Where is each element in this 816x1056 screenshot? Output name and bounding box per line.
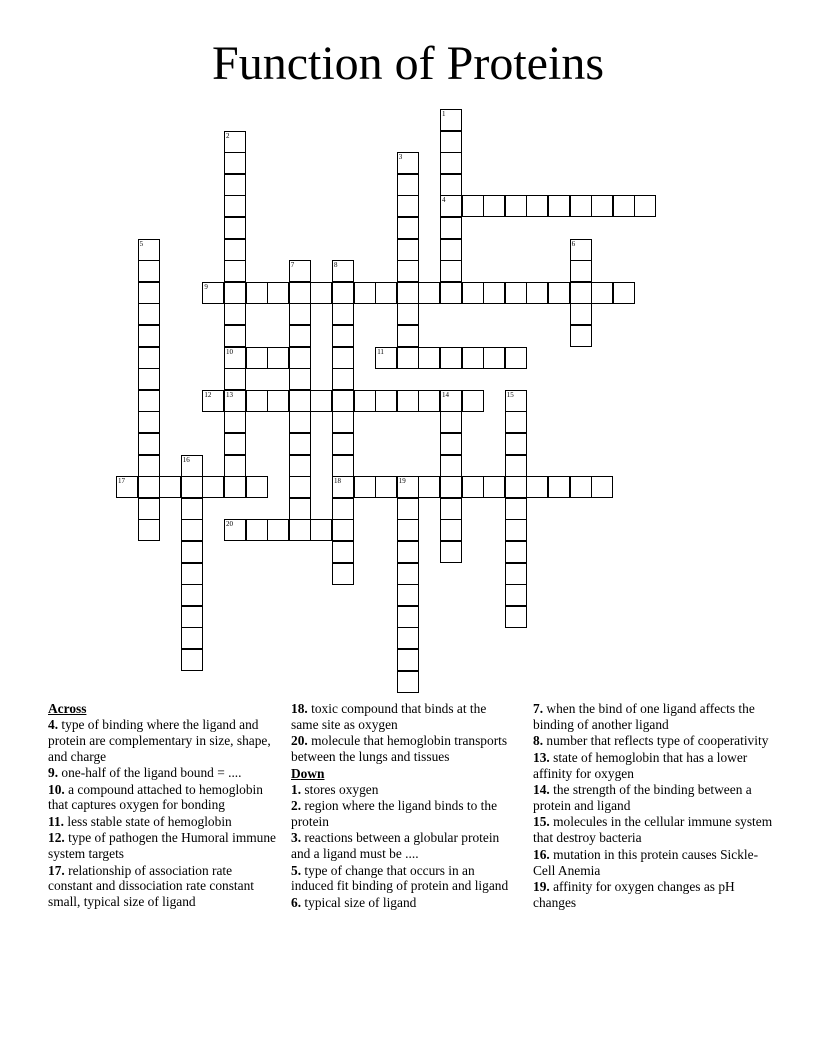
across-clue-10: 10. a compound attached to hemoglobin that captures oxygen for bonding <box>48 781 263 813</box>
grid-cell[interactable] <box>483 195 505 217</box>
grid-cell[interactable] <box>548 476 570 498</box>
grid-cell[interactable] <box>332 498 354 520</box>
grid-cell[interactable] <box>505 411 527 433</box>
grid-cell[interactable] <box>224 325 246 347</box>
grid-cell[interactable] <box>332 541 354 563</box>
grid-cell[interactable] <box>181 519 203 541</box>
grid-cell[interactable] <box>570 260 592 282</box>
grid-cell[interactable] <box>397 519 419 541</box>
cell-number: 8 <box>334 261 338 270</box>
cell-number: 3 <box>398 153 403 162</box>
grid-cell[interactable] <box>440 455 462 477</box>
grid-cell[interactable] <box>202 476 224 498</box>
grid-cell[interactable] <box>440 476 462 498</box>
grid-cell[interactable] <box>397 217 419 239</box>
grid-cell[interactable] <box>202 282 224 304</box>
grid-cell[interactable] <box>138 498 160 520</box>
grid-cell[interactable] <box>138 411 160 433</box>
grid-cell[interactable] <box>138 239 160 261</box>
grid-cell[interactable] <box>440 498 462 520</box>
grid-cell[interactable] <box>224 368 246 390</box>
grid-cell[interactable] <box>440 260 462 282</box>
grid-cell[interactable] <box>224 174 246 196</box>
grid-cell[interactable] <box>505 519 527 541</box>
grid-cell[interactable] <box>224 260 246 282</box>
grid-cell[interactable] <box>332 325 354 347</box>
grid-cell[interactable] <box>397 606 419 628</box>
grid-cell[interactable] <box>505 347 527 369</box>
grid-cell[interactable] <box>289 347 311 369</box>
clue-column-3 <box>533 701 773 911</box>
grid-cell[interactable] <box>440 347 462 369</box>
cell-number: 10 <box>226 347 233 356</box>
down-clue-2: 2. region where the ligand binds to the protein <box>291 797 498 829</box>
cell-number: 17 <box>118 477 125 486</box>
grid-cell[interactable] <box>570 195 592 217</box>
grid-cell[interactable] <box>440 282 462 304</box>
grid-cell[interactable] <box>181 627 203 649</box>
grid-cell[interactable] <box>289 260 311 282</box>
grid-cell[interactable] <box>138 390 160 412</box>
grid-cell[interactable] <box>613 282 635 304</box>
cell-number: 7 <box>290 261 295 270</box>
grid-cell[interactable] <box>397 498 419 520</box>
grid-cell[interactable] <box>505 195 527 217</box>
grid-cell[interactable] <box>332 455 354 477</box>
grid-cell[interactable] <box>224 152 246 174</box>
grid-cell[interactable] <box>526 195 548 217</box>
cell-number: 12 <box>204 390 212 399</box>
grid-cell[interactable] <box>418 476 440 498</box>
grid-cell[interactable] <box>246 390 268 412</box>
grid-cell[interactable] <box>397 152 419 174</box>
grid-cell[interactable] <box>570 239 592 261</box>
grid-cell[interactable] <box>375 282 397 304</box>
grid-cell[interactable] <box>591 195 613 217</box>
grid-cell[interactable] <box>224 195 246 217</box>
cell-number: 2 <box>226 131 230 140</box>
grid-cell[interactable] <box>397 627 419 649</box>
grid-cell[interactable] <box>505 541 527 563</box>
cell-number: 6 <box>571 239 576 248</box>
grid-cell[interactable] <box>418 347 440 369</box>
grid-cell[interactable] <box>138 347 160 369</box>
grid-cell[interactable] <box>397 174 419 196</box>
across-clue-12: 12. type of pathogen the Humoral immune system targets <box>48 830 276 862</box>
down-clue-16: 16. mutation in this protein causes Sickle-Cell Anemia <box>533 846 759 878</box>
grid-cell[interactable] <box>440 174 462 196</box>
cell-number: 20 <box>226 520 233 529</box>
grid-cell[interactable] <box>138 455 160 477</box>
grid-cell[interactable] <box>483 347 505 369</box>
grid-cell[interactable] <box>418 282 440 304</box>
down-clue-8: 8. number that reflects type of cooperativity <box>533 733 769 749</box>
grid-cell[interactable] <box>462 195 484 217</box>
grid-cell[interactable] <box>289 325 311 347</box>
grid-cell[interactable] <box>332 519 354 541</box>
grid-cell[interactable] <box>202 390 224 412</box>
grid-cell[interactable] <box>246 519 268 541</box>
grid-cell[interactable] <box>483 476 505 498</box>
grid-cell[interactable] <box>505 390 527 412</box>
grid-cell[interactable] <box>397 195 419 217</box>
grid-cell[interactable] <box>224 411 246 433</box>
grid-cell[interactable] <box>289 476 311 498</box>
cell-number: 1 <box>442 110 446 118</box>
grid-cell[interactable] <box>440 131 462 153</box>
grid-cell[interactable] <box>548 195 570 217</box>
grid-cell[interactable] <box>332 303 354 325</box>
grid-cell[interactable] <box>224 239 246 261</box>
grid-cell[interactable] <box>440 433 462 455</box>
grid-cell[interactable] <box>181 541 203 563</box>
cell-number: 15 <box>506 390 514 399</box>
grid-cell[interactable] <box>418 390 440 412</box>
grid-cell[interactable] <box>505 563 527 585</box>
grid-cell[interactable] <box>505 433 527 455</box>
grid-cell[interactable] <box>354 476 376 498</box>
grid-cell[interactable] <box>332 282 354 304</box>
grid-cell[interactable] <box>440 217 462 239</box>
grid-cell[interactable] <box>332 390 354 412</box>
across-clue-9: 9. one-half of the ligand bound = .... <box>48 765 242 781</box>
down-clue-13: 13. state of hemoglobin that has a lower affinity for oxygen <box>533 749 748 781</box>
grid-cell[interactable] <box>181 563 203 585</box>
puzzle-title: Function of Proteins <box>212 37 604 90</box>
down-heading: Down <box>291 765 325 781</box>
grid-cell[interactable] <box>440 519 462 541</box>
grid-cell[interactable] <box>267 282 289 304</box>
grid-cell[interactable] <box>332 368 354 390</box>
grid-cell[interactable] <box>397 303 419 325</box>
grid-cell[interactable] <box>440 195 462 217</box>
down-clue-7: 7. when the bind of one ligand affects the binding of another ligand <box>533 701 755 732</box>
down-clue-19: 19. affinity for oxygen changes as pH changes <box>533 878 735 910</box>
grid-cell[interactable] <box>138 368 160 390</box>
cell-number: 11 <box>377 347 384 356</box>
grid-cell[interactable] <box>570 303 592 325</box>
grid-cell[interactable] <box>289 282 311 304</box>
across-clue-17: 17. relationship of association rate constant and dissociation rate constant small, typical size of ligand <box>48 862 255 910</box>
grid-cell[interactable] <box>440 152 462 174</box>
grid-cell[interactable] <box>570 325 592 347</box>
across-clue-20: 20. molecule that hemoglobin transports between the lungs and tissues <box>291 733 508 765</box>
grid-cell[interactable] <box>332 476 354 498</box>
grid-cell[interactable] <box>354 390 376 412</box>
grid-cell[interactable] <box>181 649 203 671</box>
grid-cell[interactable] <box>375 390 397 412</box>
grid-cell[interactable] <box>548 282 570 304</box>
grid-cell[interactable] <box>397 671 419 693</box>
grid-cell[interactable] <box>224 476 246 498</box>
grid-cell[interactable] <box>159 476 181 498</box>
grid-cell[interactable] <box>570 476 592 498</box>
grid-cell[interactable] <box>613 195 635 217</box>
cell-number: 19 <box>398 477 406 486</box>
grid-cell[interactable] <box>483 282 505 304</box>
grid-cell[interactable] <box>310 282 332 304</box>
grid-cell[interactable] <box>397 584 419 606</box>
grid-cell[interactable] <box>267 347 289 369</box>
grid-cell[interactable] <box>397 563 419 585</box>
grid-cell[interactable] <box>224 347 246 369</box>
grid-cell[interactable] <box>354 282 376 304</box>
grid-cell[interactable] <box>397 541 419 563</box>
down-clue-6: 6. typical size of ligand <box>291 894 417 910</box>
grid-cell[interactable] <box>462 347 484 369</box>
grid-cell[interactable] <box>246 347 268 369</box>
grid-cell[interactable] <box>505 455 527 477</box>
across-clue-4: 4. type of binding where the ligand and protein are complementary in size, shape, and charge <box>48 716 271 764</box>
across-heading: Across <box>48 701 87 716</box>
grid-cell[interactable] <box>570 282 592 304</box>
grid-cell[interactable] <box>505 476 527 498</box>
down-clue-14: 14. the strength of the binding between a protein and ligand <box>533 782 752 813</box>
grid-cell[interactable] <box>289 519 311 541</box>
grid-cell[interactable] <box>289 498 311 520</box>
grid-cell[interactable] <box>440 541 462 563</box>
grid-cell[interactable] <box>138 303 160 325</box>
grid-cell[interactable] <box>332 411 354 433</box>
grid-cell[interactable] <box>267 390 289 412</box>
grid-cell[interactable] <box>224 519 246 541</box>
grid-cell[interactable] <box>591 476 613 498</box>
grid-cell[interactable] <box>310 519 332 541</box>
down-clue-5: 5. type of change that occurs in an induced fit binding of protein and ligand <box>291 862 509 894</box>
down-clue-1: 1. stores oxygen <box>291 781 379 797</box>
grid-cell[interactable] <box>462 390 484 412</box>
across-clue-18: 18. toxic compound that binds at the same site as oxygen <box>291 701 487 732</box>
grid-cell[interactable] <box>267 519 289 541</box>
grid-cell[interactable] <box>332 433 354 455</box>
grid-cell[interactable] <box>224 131 246 153</box>
grid-cell[interactable] <box>397 476 419 498</box>
cell-number: 4 <box>442 196 446 205</box>
grid-cell[interactable] <box>332 563 354 585</box>
grid-cell[interactable] <box>505 606 527 628</box>
grid-cell[interactable] <box>181 606 203 628</box>
grid-cell[interactable] <box>397 260 419 282</box>
cell-number: 16 <box>182 455 190 464</box>
grid-cell[interactable] <box>181 476 203 498</box>
grid-cell[interactable] <box>224 282 246 304</box>
grid-cell[interactable] <box>224 455 246 477</box>
grid-cell[interactable] <box>289 433 311 455</box>
cell-number: 9 <box>204 282 208 291</box>
grid-cell[interactable] <box>375 347 397 369</box>
grid-cell[interactable] <box>375 476 397 498</box>
grid-cell[interactable] <box>440 239 462 261</box>
grid-cell[interactable] <box>289 411 311 433</box>
grid-cell[interactable] <box>440 390 462 412</box>
grid-cell[interactable] <box>397 239 419 261</box>
cell-number: 5 <box>139 239 144 248</box>
down-clue-15: 15. molecules in the cellular immune system that destroy bacteria <box>533 814 773 846</box>
across-clue-11: 11. less stable state of hemoglobin <box>48 813 232 829</box>
grid-cell[interactable] <box>289 368 311 390</box>
grid-cell[interactable] <box>181 584 203 606</box>
grid-cell[interactable] <box>397 390 419 412</box>
cell-number: 14 <box>442 390 449 399</box>
down-clue-3: 3. reactions between a globular protein and a ligand must be .... <box>291 830 500 862</box>
grid-cell[interactable] <box>224 390 246 412</box>
grid-cell[interactable] <box>138 325 160 347</box>
grid-cell[interactable] <box>116 476 138 498</box>
grid-cell[interactable] <box>526 476 548 498</box>
grid-cell[interactable] <box>224 303 246 325</box>
grid-cell[interactable] <box>289 390 311 412</box>
grid-cell[interactable] <box>505 584 527 606</box>
grid-cell[interactable] <box>332 347 354 369</box>
grid-cell[interactable] <box>462 282 484 304</box>
grid-cell[interactable] <box>181 455 203 477</box>
grid-cell[interactable] <box>310 390 332 412</box>
grid-cell[interactable] <box>224 433 246 455</box>
grid-cell[interactable] <box>397 649 419 671</box>
grid-cell[interactable] <box>397 347 419 369</box>
grid-cell[interactable] <box>440 109 462 131</box>
grid-cell[interactable] <box>440 411 462 433</box>
clue-column-1 <box>48 701 280 911</box>
grid-cell[interactable] <box>289 303 311 325</box>
grid-cell[interactable] <box>246 476 268 498</box>
grid-cell[interactable] <box>181 498 203 520</box>
grid-cell[interactable] <box>332 260 354 282</box>
grid-cell[interactable] <box>246 282 268 304</box>
grid-cell[interactable] <box>138 476 160 498</box>
grid-cell[interactable] <box>138 433 160 455</box>
grid-cell[interactable] <box>138 260 160 282</box>
grid-cell[interactable] <box>289 455 311 477</box>
cell-number: 18 <box>334 477 341 486</box>
grid-cell[interactable] <box>526 282 548 304</box>
grid-cell[interactable] <box>138 282 160 304</box>
grid-cell[interactable] <box>591 282 613 304</box>
cell-number: 13 <box>226 390 233 399</box>
grid-cell[interactable] <box>224 217 246 239</box>
grid-cell[interactable] <box>462 476 484 498</box>
grid-cell[interactable] <box>505 498 527 520</box>
grid-cell[interactable] <box>397 282 419 304</box>
grid-cell[interactable] <box>634 195 656 217</box>
grid-cell[interactable] <box>138 519 160 541</box>
grid-cell[interactable] <box>397 325 419 347</box>
grid-cell[interactable] <box>505 282 527 304</box>
clue-column-2 <box>291 701 517 911</box>
